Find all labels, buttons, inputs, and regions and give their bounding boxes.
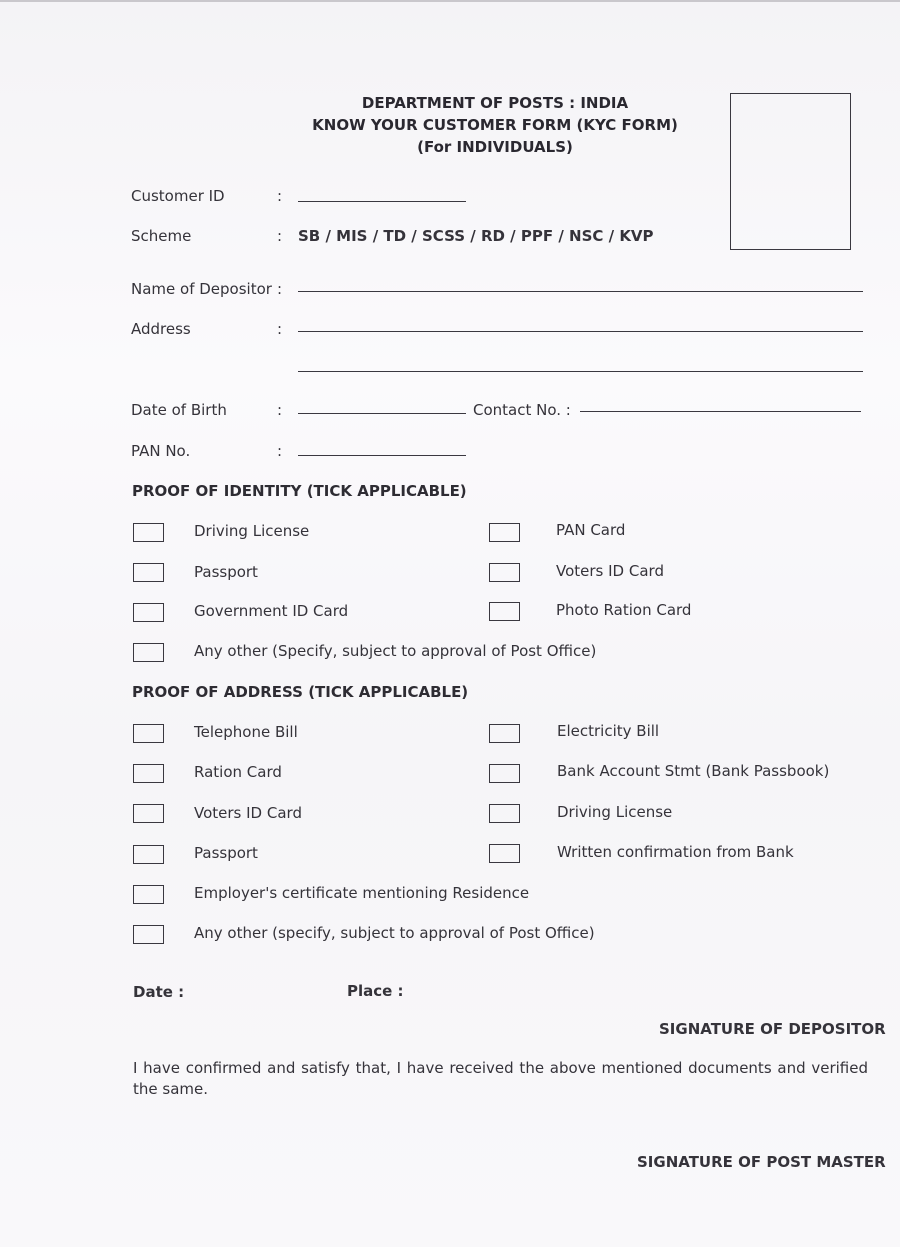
- address-option-label: Driving License: [557, 803, 673, 821]
- identity-option-label: Passport: [194, 563, 258, 581]
- pan-label: PAN No.: [131, 442, 191, 460]
- checkbox-address-other[interactable]: [133, 925, 164, 944]
- address-option-label: Bank Account Stmt (Bank Passbook): [557, 762, 830, 780]
- identity-section-title: PROOF OF IDENTITY (TICK APPLICABLE): [132, 482, 467, 500]
- scheme-colon: :: [277, 227, 283, 245]
- checkbox-passport-address[interactable]: [133, 845, 164, 864]
- postmaster-signature-label: SIGNATURE OF POST MASTER: [637, 1153, 886, 1171]
- address-option-label: Written confirmation from Bank: [557, 843, 794, 861]
- dob-label: Date of Birth: [131, 401, 227, 419]
- address-option-label: Voters ID Card: [194, 804, 302, 822]
- scheme-label: Scheme: [131, 227, 192, 245]
- checkbox-electricity-bill[interactable]: [489, 724, 520, 743]
- address-other-label: Any other (specify, subject to approval of Post Office): [194, 924, 595, 942]
- name-colon: :: [277, 280, 283, 298]
- header-department: DEPARTMENT OF POSTS : INDIA: [361, 94, 629, 112]
- checkbox-written-confirmation[interactable]: [489, 844, 520, 863]
- address-field-1[interactable]: [298, 331, 863, 332]
- address-option-label: Telephone Bill: [194, 723, 298, 741]
- customer-id-colon: :: [277, 187, 283, 205]
- photo-box[interactable]: [730, 93, 851, 250]
- place-label: Place :: [347, 982, 404, 1000]
- checkbox-telephone-bill[interactable]: [133, 724, 164, 743]
- date-label: Date :: [133, 983, 185, 1001]
- employer-certificate-label: Employer's certificate mentioning Residence: [194, 884, 530, 902]
- checkbox-pan-card[interactable]: [489, 523, 520, 542]
- checkbox-photo-ration-card[interactable]: [489, 602, 520, 621]
- checkbox-voters-id-card[interactable]: [489, 563, 520, 582]
- dob-field[interactable]: [298, 413, 466, 414]
- identity-option-label: Voters ID Card: [556, 562, 664, 580]
- depositor-signature-label: SIGNATURE OF DEPOSITOR: [659, 1020, 886, 1038]
- header-subtitle: (For INDIVIDUALS): [417, 138, 573, 156]
- checkbox-driving-license[interactable]: [133, 523, 164, 542]
- dob-colon: :: [277, 401, 283, 419]
- identity-other-label: Any other (Specify, subject to approval of Post Office): [194, 642, 597, 660]
- checkbox-voters-id-card-address[interactable]: [133, 804, 164, 823]
- checkbox-government-id-card[interactable]: [133, 603, 164, 622]
- pan-colon: :: [277, 442, 283, 460]
- checkbox-passport[interactable]: [133, 563, 164, 582]
- address-label: Address: [131, 320, 191, 338]
- checkbox-employer-certificate[interactable]: [133, 885, 164, 904]
- contact-label: Contact No. :: [473, 401, 571, 419]
- name-label: Name of Depositor: [131, 280, 272, 298]
- address-option-label: Electricity Bill: [557, 722, 660, 740]
- declaration-text: I have confirmed and satisfy that, I have received the above mentioned documents and verified the same.: [133, 1059, 868, 1098]
- contact-field[interactable]: [580, 411, 861, 412]
- address-colon: :: [277, 320, 283, 338]
- checkbox-identity-other[interactable]: [133, 643, 164, 662]
- checkbox-ration-card[interactable]: [133, 764, 164, 783]
- customer-id-field[interactable]: [298, 201, 466, 202]
- identity-option-label: Photo Ration Card: [556, 601, 692, 619]
- header-form-title: KNOW YOUR CUSTOMER FORM (KYC FORM): [312, 116, 678, 134]
- identity-option-label: Government ID Card: [194, 602, 349, 620]
- identity-option-label: PAN Card: [556, 521, 626, 539]
- checkbox-driving-license-address[interactable]: [489, 804, 520, 823]
- address-option-label: Passport: [194, 844, 258, 862]
- top-edge-line: [0, 0, 900, 2]
- address-section-title: PROOF OF ADDRESS (TICK APPLICABLE): [132, 683, 469, 701]
- name-field[interactable]: [298, 291, 863, 292]
- pan-field[interactable]: [298, 455, 466, 456]
- scheme-options: SB / MIS / TD / SCSS / RD / PPF / NSC / KVP: [298, 227, 654, 245]
- form-header: [250, 92, 740, 158]
- address-field-2[interactable]: [298, 371, 863, 372]
- customer-id-label: Customer ID: [131, 187, 225, 205]
- identity-option-label: Driving License: [194, 522, 310, 540]
- address-option-label: Ration Card: [194, 763, 282, 781]
- checkbox-bank-account-stmt[interactable]: [489, 764, 520, 783]
